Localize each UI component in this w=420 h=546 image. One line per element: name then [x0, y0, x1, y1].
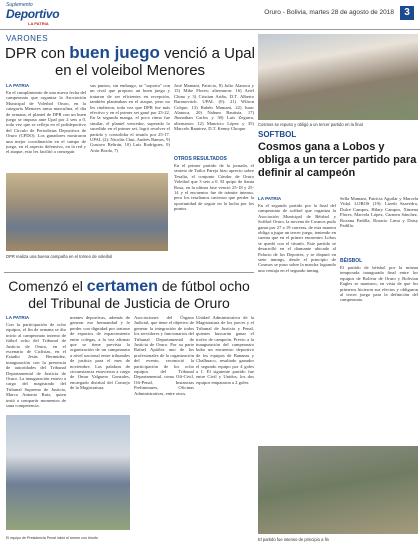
tribunal-headline	[4, 278, 254, 311]
beisbol-body: El partido de béisbol por la misma temporada inaugurada final entre los equipos de Bolívar de Oruro y Bolivian Eagles se mantuvo, en vista de que los primeros hicieron sus efectos y obligaron al tercer juego para la definición del campeonato.	[340, 265, 418, 303]
newspaper-logo	[6, 2, 70, 26]
volley-team-photo	[6, 173, 168, 251]
volley-photo-caption: DPR realiza una buena campaña en el torneo de voleibol	[6, 254, 113, 259]
softbol-kicker: SOFTBOL	[258, 130, 297, 139]
tribunal-team-photo	[6, 415, 130, 530]
tribunal-col-3: Asociaciones del Órgano Judicial, que tiene el objetivo de generar la integración de todos los servidores y funcionarios del Tribunal Departamental de Justicia de Oruro. Por su parte Rafael Apiólez uno de los profesionales de la organización del evento, reconoció la participación de los ocho equipos del Tribunal Departamental, como Ofi-Civil, Ofi-Penal, Instancias Preliminares, Oficinas Administrativas, entre otros.	[134, 315, 194, 396]
tribunal-source: LA PATRIA	[6, 315, 30, 320]
tribunal-photo-caption: El equipo de Presidencia Penal inició el torneo con triunfo	[6, 536, 98, 540]
softbol-photo-top	[258, 34, 418, 120]
logo-brand: Deportivo	[6, 7, 60, 21]
volley-source: LA PATRIA	[6, 83, 30, 88]
volley-col-2: sus puntos, sin embargo, se "soporta" con un rival que propuso un buen juego y trataron de ser eficientes en recepción, también planteaban en el ataque, pero no les rindieron, toda vez que DPR fue más efectivo y en el primer set ganó por 25-22. En la segunda manga, el poco ritmo fue similar, el plantel vencedor, superado lo sucedido en el primer set, logró resolver el partido y consolidar el triunfo por 25-17. UPAL (2): Nicolás Chui, Andrés Ramos, 9) Gustavo Beltrán, 10) Luis Rodríguez, 9) Arón Borda, 7)	[90, 83, 170, 153]
tribunal-title-bold: certamen	[86, 278, 158, 295]
softbol-col-2: Sella Mamani, Patricia Aguilar y Marcela Vidal. LOBOS (19): Lizeth Saavedra, Dulce Campos, Hilary Campos, Ximena Flores, Marcela López, Carmen Sánchez, Roxana Padilla, Rosario Lima y Daisy Padilla.	[340, 196, 418, 229]
dateline: Oruro - Bolivia, martes 28 de agosto de 2018	[264, 9, 394, 16]
volley-kicker: VARONES	[6, 34, 49, 43]
softbol-col-1: En el segundo partido por la final del campeonato de softbol que organiza la Asociación Municipal de Béisbol y Softbol Oruro, la novena de Cosmos pudo ganar por 27 a 19 carreras, de esta manera obliga a jugar un tercer juego, teniendo en cuenta que en el primer encuentro Lobos se quedó con el triunfo. Este partido se desarrolló en el diamante ubicado al Palacio de los Deportes, y se disputó en siete innings, desde el principio de Cosmos se puso sobre la marcha logrando una ventaja en el segundo inning.	[258, 203, 336, 273]
tribunal-col-4: Unidad Administrativa de la Magistratura de los jueces y el Tribunal de Justicia y Penal, quienes buscarán ganar el trofeo de campeón. Previo a la inauguración del campeonato hubo un encuentro deportivo de los equipos de Bananas y Chalhuaco, resultado ganador el segundo equipo por 4 goles a 1. El siguiente partido fue entre Civil y Unidos, los dos equipos empataron a 2 goles.	[196, 315, 254, 385]
volley-headline	[4, 44, 256, 79]
softbol-headline: Cosmos gana a Lobos y obliga a un tercer partido para definir al campeón	[258, 141, 417, 179]
volley-otros-title: OTROS RESULTADOS	[174, 156, 227, 162]
volley-title-post: venció a Upal en el voleibol Menores	[54, 45, 255, 79]
logo-subtitle: LA PATRIA	[28, 21, 49, 26]
softbol-source: LA PATRIA	[258, 196, 282, 201]
tribunal-col-1: Con la participación de ocho equipos, el fin de semana se dio inicio al campeonato interno de fútbol ocho del Tribunal de Justicia de Oruro, en el escenario de Ciclistas, en el Estadio Jesús Bermúdez, inauguración con la presencia de autoridades del Tribunal Departamental de Justicia de Oruro. La inauguración estuvo a cargo del magistrado del Tribunal Supremo de Justicia, Marco Antonio Ruiz, quien instó a compartir momentos de sana competencia.	[6, 322, 66, 409]
volley-col-3: José Mamani, Patricio, 8) Julio Alanoca y 15) Mike Flores; alternaron: 16) Ariel Chino y 3) Cristian Ariño, D.T. Alberto Baranovitch. UPAL (0): 21) Wilson Colque, 13) Rubén Mamani, 22) Isaac Alanoca, 20) Nahum Bautista, 17) Jhonathan Carlos y 30) Luis Zegarra, alternaron: 12) Mauricio López y 35) Marcelo Ramirez, D.T. Kenny Choque.	[174, 83, 254, 132]
page-header	[0, 0, 420, 30]
tribunal-title-pre: Comenzó el	[8, 278, 87, 294]
softbol-photo-top-caption: Cosmos se repuso y obligó a un tercer partido en la final	[258, 122, 363, 127]
volley-otros: En el primer partido de la jornada, el sexteto de Tailor Pareja hizo aprecio sobre Tesalia, el conjunto Cóndor de Oruro Voleibol que 3 sets a 0. El quipo de Santa Rosa, en la ultima fase venció 25-18 y 25-14 y el encuentro fue de trámite intenso, pero los tesalianos tuvieron que perder la oportunidad de seguir en la lucha por los puntos.	[174, 163, 254, 212]
softbol-game-photo	[258, 446, 418, 534]
beisbol-title: BÉISBOL	[340, 258, 363, 264]
volley-title-bold: buen juego	[69, 43, 160, 62]
volley-col-1: En el cumplimiento de una nueva fecha del campeonato que organiza la Asociación Municipal de Voleibol Oruro, en la categoría Menores rama masculina, el día de semana, el plantel de DPR con un buen juego se impuso ante Upal por 2 sets a 0, toda vez que se refleja en el polideportivo del Círculo de Periodistas Deportivos de Oruro (CPDO). Los ganadores mostraron una mejor coordinación en el campo de juego, en el aspecto defensivo, en la red y el ataque, esto les facilitó a conseguir	[6, 90, 86, 155]
tribunal-col-2: mentes deportivas, además de generar ese hermandad y fe perder con dignidad por tratarse de espacios de esparcimiento entre colegas, a la vez afirmar que se tiene prevista la organización de un campeonato a nivel nacional entre tribunales de justicia para el mes de noviembre. Las palabras de circunstancia estuvieron a cargo de Omar Valguero Gonzales, encargado distrital del Consejo de la Magistratura.	[70, 315, 130, 391]
section-divider	[4, 272, 254, 273]
softbol-game-caption: El partido fue intenso de principio a fin	[258, 537, 329, 542]
page-number: 3	[400, 6, 414, 20]
tribunal-title-post: de fútbol ocho del Tribunal de Justicia de Oruro	[28, 278, 250, 311]
volley-title-pre: DPR con	[5, 45, 70, 62]
logo-supplement: Suplemento	[6, 2, 33, 8]
